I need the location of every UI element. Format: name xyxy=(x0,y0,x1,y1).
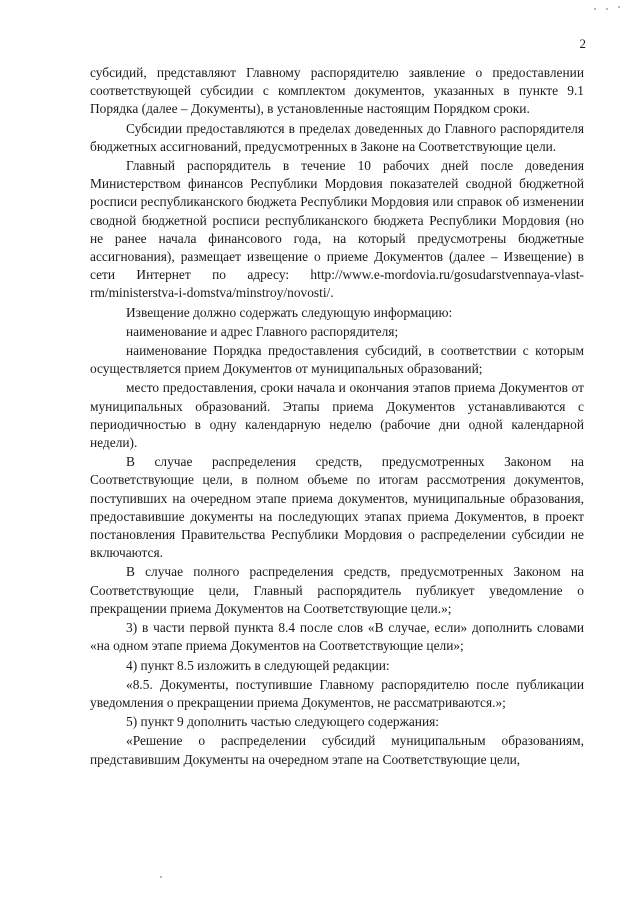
paragraph: место предоставления, сроки начала и окончания этапов приема Документов от муниципальных образований. Этапы приема Документов устанавливаются с периодичностью в одну календарную неделю (рабочие дни одной календарной недели). xyxy=(90,380,584,451)
paragraph: 4) пункт 8.5 изложить в следующей редакции: xyxy=(126,657,390,673)
paragraph: наименование и адрес Главного распорядителя; xyxy=(126,323,399,339)
paragraph: 5) пункт 9 дополнить частью следующего содержания: xyxy=(126,714,440,730)
scan-speck xyxy=(606,8,608,10)
paragraph: 3) в части первой пункта 8.4 после слов «В случае, если» дополнить словами «на одном этапе приема Документов на Соответствующие цели»; xyxy=(90,620,584,654)
scan-speck xyxy=(594,8,596,10)
paragraph: В случае распределения средств, предусмотренных Законом на Соответствующие цели, в полном объеме по итогам рассмотрения документов, поступивших на очередном этапе приема документов, муниципальные образования, предоставившие документы на последующих этапах приема Документов, в проект постановления Правительства Республики Мордовия о распределении субсидии не включаются. xyxy=(90,454,584,561)
paragraph: наименование Порядка предоставления субсидий, в соответствии с которым осуществляется прием Документов от муниципальных образований; xyxy=(90,343,584,377)
scan-speck xyxy=(618,6,620,8)
page-number: 2 xyxy=(579,36,586,51)
paragraph: «Решение о распределении субсидий муниципальным образованиям, представившим Документы на очередном этапе на Соответствующие цели, xyxy=(90,733,584,767)
document-body xyxy=(90,64,584,769)
paragraph: Субсидии предоставляются в пределах доведенных до Главного распорядителя бюджетных ассигнований, предусмотренных в Законе на Соответствующие цели. xyxy=(90,120,584,154)
paragraph: «8.5. Документы, поступившие Главному распорядителю после публикации уведомления о прекращении приема Документов, не рассматриваются.»; xyxy=(90,676,584,710)
paragraph: Главный распорядитель в течение 10 рабочих дней после доведения Министерством финансов Республики Мордовия показателей сводной бюджетной росписи республиканского бюджета Республики Мордовия или справок об изменении сводной бюджетной росписи республиканского бюджета Республики Мордовия (но не ранее начала финансового года, на который предусмотрены бюджетные ассигнования), размещает извещение о приеме Документов (далее – Извещение) в сети Интернет по адресу: http://www.e-mordovia.ru/gosudarstvennaya-vlast-rm/ministerstva-i-domstva/minstroy/novosti/. xyxy=(90,158,584,301)
scan-speck xyxy=(160,876,162,878)
paragraph: субсидий, представляют Главному распорядителю заявление о предоставлении соответствующей субсидии с комплектом документов, указанных в пункте 9.1 Порядка (далее – Документы), в установленные настоящим Порядком сроки. xyxy=(90,65,584,117)
paragraph: В случае полного распределения средств, предусмотренных Законом на Соответствующие цели, Главный распорядитель публикует уведомление о прекращении приема Документов на Соответствующие цели.»; xyxy=(90,564,584,616)
paragraph: Извещение должно содержать следующую информацию: xyxy=(126,304,453,320)
